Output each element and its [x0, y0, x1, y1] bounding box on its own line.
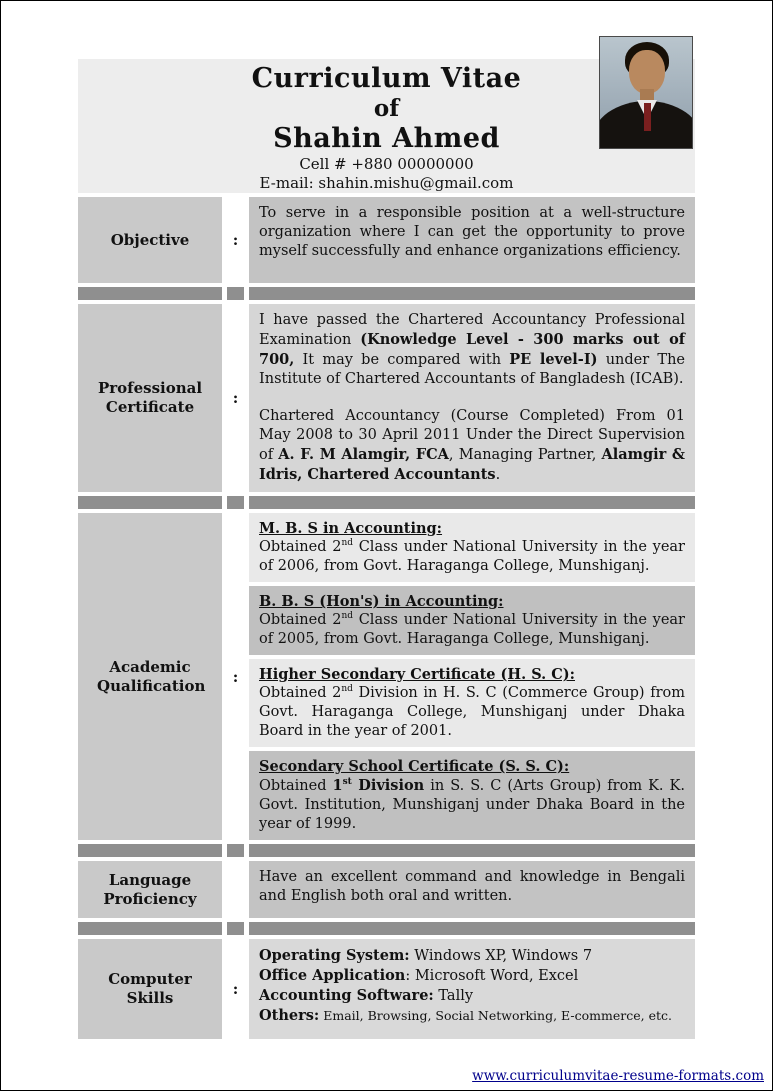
- academic-body-cell: [249, 513, 695, 840]
- language-label: [78, 861, 222, 918]
- cv-content: [78, 59, 695, 1039]
- academic-item-body: Obtained 2nd Division in H. S. C (Commerce Group) from Govt. Haraganga College, Munshiganj under Dhaka Board in the year of 2001.: [259, 684, 685, 739]
- separator-segment: [78, 496, 222, 509]
- page-title: Curriculum Vitae: [251, 63, 522, 94]
- computer-skill-line-accounting: Accounting Software: Tally: [259, 987, 474, 1004]
- separator-bar-2: [78, 496, 695, 509]
- academic-label: [78, 513, 222, 840]
- professional-label: [78, 304, 222, 492]
- separator-segment: [249, 844, 695, 857]
- separator-segment: [249, 496, 695, 509]
- separator-segment: [78, 922, 222, 935]
- academic-item-title: M. B. S in Accounting:: [259, 520, 443, 537]
- computer-skill-line-others: Others: Email, Browsing, Social Networking, E-commerce, etc.: [259, 1007, 672, 1024]
- professional-body-cell: [249, 304, 695, 492]
- separator-segment: [78, 844, 222, 857]
- section-language-row: [78, 861, 695, 918]
- professional-paragraph-1: I have passed the Chartered Accountancy Professional Examination (Knowledge Level - 300 marks out of 700, It may be compared with PE level-I) under The Institute of Chartered Accountants of Bangladesh (ICAB).: [259, 312, 685, 387]
- academic-item-mbs: [249, 513, 695, 582]
- objective-label-text: Objective: [110, 230, 190, 249]
- footer-link[interactable]: www.curriculumvitae-resume-formats.com: [472, 1068, 764, 1084]
- academic-item-bbs: [249, 586, 695, 655]
- computer-body-cell: [249, 939, 695, 1039]
- academic-item-body: Obtained 2nd Class under National University in the year of 2006, from Govt. Haraganga College, Munshiganj.: [259, 538, 685, 574]
- computer-skill-line-office: Office Application: Microsoft Word, Excel: [259, 967, 579, 984]
- section-computer-row: [78, 939, 695, 1039]
- photo-face: [629, 50, 665, 94]
- professional-paragraph-2: Chartered Accountancy (Course Completed) From 01 May 2008 to 30 April 2011 Under the Direct Supervision of A. F. M Alamgir, FCA, Managing Partner, Alamgir & Idris, Chartered Accountants.: [259, 408, 686, 483]
- objective-body-cell: [249, 197, 695, 283]
- portrait-photo: [599, 36, 693, 149]
- section-objective-row: [78, 197, 695, 283]
- computer-colon: :: [222, 939, 249, 1039]
- separator-segment: [249, 287, 695, 300]
- separator-segment: [227, 496, 244, 509]
- computer-label: [78, 939, 222, 1039]
- objective-label: [78, 197, 222, 283]
- academic-item-ssc: [249, 751, 695, 840]
- academic-item-body: Obtained 2nd Class under National University in the year of 2005, from Govt. Haraganga College, Munshiganj.: [259, 611, 685, 647]
- academic-item-title: Higher Secondary Certificate (H. S. C):: [259, 666, 575, 683]
- academic-colon: :: [222, 513, 249, 840]
- separator-bar-3: [78, 844, 695, 857]
- title-of: of: [373, 95, 400, 122]
- language-body: Have an excellent command and knowledge in Bengali and English both oral and written.: [259, 869, 685, 904]
- candidate-name: Shahin Ahmed: [273, 123, 500, 154]
- professional-colon: :: [222, 304, 249, 492]
- language-colon: [222, 861, 249, 918]
- academic-item-hsc: [249, 659, 695, 747]
- separator-segment: [227, 287, 244, 300]
- email-address: E-mail: shahin.mishu@gmail.com: [259, 174, 514, 192]
- professional-label-text: Professional Certificate: [97, 379, 203, 416]
- section-academic-row: [78, 513, 695, 840]
- academic-item-title: B. B. S (Hon's) in Accounting:: [259, 593, 504, 610]
- separator-bar-1: [78, 287, 695, 300]
- separator-bar-4: [78, 922, 695, 935]
- objective-colon: :: [222, 197, 249, 283]
- academic-label-text: Academic Qualification: [97, 657, 206, 695]
- computer-label-text: Computer Skills: [108, 970, 192, 1007]
- computer-skill-line-os: Operating System: Windows XP, Windows 7: [259, 947, 593, 964]
- cell-number: Cell # +880 00000000: [299, 155, 474, 173]
- cv-table: [78, 197, 695, 1039]
- academic-item-title: Secondary School Certificate (S. S. C):: [259, 758, 570, 775]
- page-footer: [472, 1068, 764, 1084]
- separator-segment: [78, 287, 222, 300]
- separator-segment: [227, 922, 244, 935]
- language-label-text: Language Proficiency: [103, 870, 197, 908]
- separator-segment: [249, 922, 695, 935]
- academic-item-body: Obtained 1st Division in S. S. C (Arts Group) from K. K. Govt. Institution, Munshiganj under Dhaka Board in the year of 1999.: [259, 777, 685, 832]
- section-professional-row: [78, 304, 695, 492]
- separator-segment: [227, 844, 244, 857]
- photo-tie: [644, 103, 651, 131]
- language-body-cell: [249, 861, 695, 918]
- objective-body: To serve in a responsible position at a well-structure organization where I can get the opportunity to prove myself successfully and enhance organizations efficiency.: [259, 205, 685, 259]
